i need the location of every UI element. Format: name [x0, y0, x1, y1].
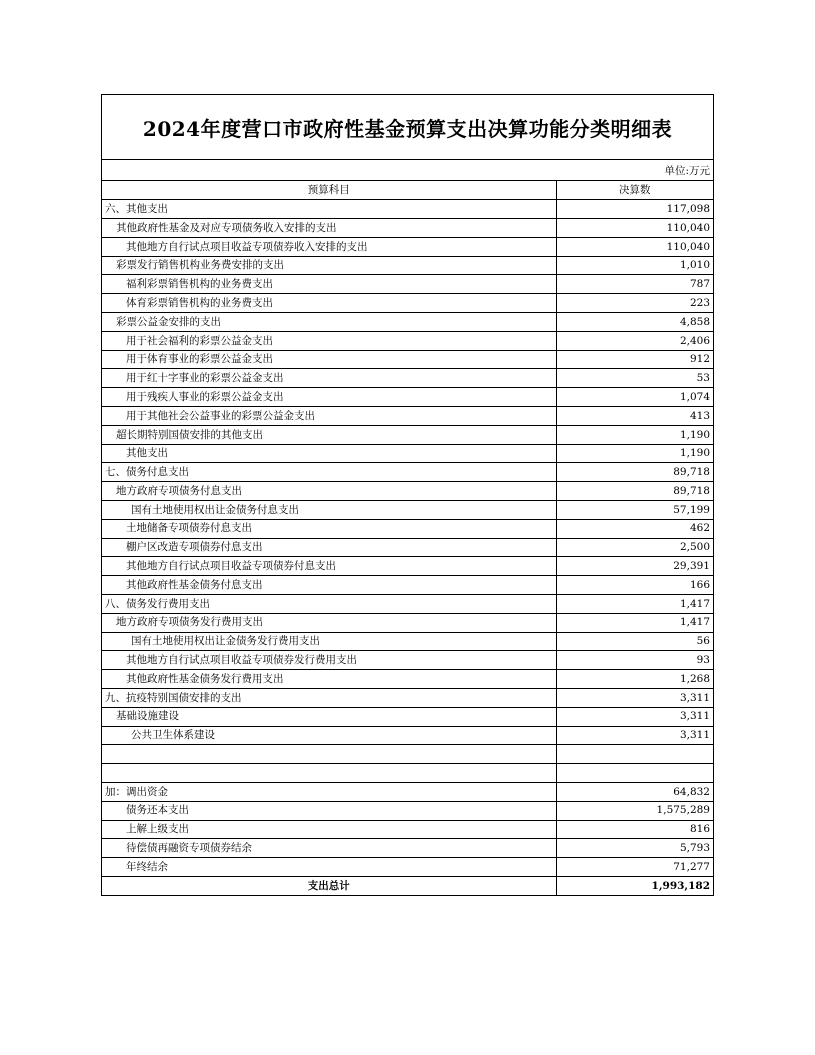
table-row — [102, 294, 713, 313]
row-subject: 用于社会福利的彩票公益金支出 — [102, 331, 556, 350]
table-row — [102, 482, 713, 501]
row-amount: 53 — [556, 369, 713, 388]
row-amount: 3,311 — [556, 707, 713, 726]
table-row — [102, 839, 713, 858]
unit-row — [102, 160, 713, 181]
total-label: 支出总计 — [102, 876, 556, 895]
table-row — [102, 463, 713, 482]
row-subject: 其他支出 — [102, 444, 556, 463]
page-title: 2024年度营口市政府性基金预算支出决算功能分类明细表 — [142, 116, 673, 141]
row-subject: 待偿债再融资专项债券结余 — [102, 839, 556, 858]
row-amount: 3,311 — [556, 689, 713, 708]
table-row — [102, 331, 713, 350]
table-row — [102, 388, 713, 407]
row-subject: 地方政府专项债务付息支出 — [102, 482, 556, 501]
table-row — [102, 726, 713, 745]
row-subject: 地方政府专项债务发行费用支出 — [102, 613, 556, 632]
table-row — [102, 670, 713, 689]
table-row — [102, 501, 713, 520]
row-amount: 166 — [556, 576, 713, 595]
row-amount: 1,010 — [556, 256, 713, 275]
row-amount: 4,858 — [556, 313, 713, 332]
row-subject: 六、其他支出 — [102, 200, 556, 219]
row-amount: 56 — [556, 632, 713, 651]
row-amount: 2,500 — [556, 538, 713, 557]
row-amount: 89,718 — [556, 482, 713, 501]
row-subject: 彩票公益金安排的支出 — [102, 313, 556, 332]
row-amount: 1,190 — [556, 444, 713, 463]
row-amount: 223 — [556, 294, 713, 313]
row-amount: 1,417 — [556, 613, 713, 632]
table-row — [102, 613, 713, 632]
row-subject: 国有土地使用权出让金债务付息支出 — [102, 501, 556, 520]
row-subject: 用于体育事业的彩票公益金支出 — [102, 350, 556, 369]
title-box — [102, 95, 713, 160]
table-row — [102, 651, 713, 670]
row-amount: 3,311 — [556, 726, 713, 745]
row-amount: 57,199 — [556, 501, 713, 520]
row-amount: 1,417 — [556, 595, 713, 614]
row-subject: 用于红十字事业的彩票公益金支出 — [102, 369, 556, 388]
row-subject: 七、债务付息支出 — [102, 463, 556, 482]
row-amount — [556, 745, 713, 764]
row-subject: 其他地方自行试点项目收益专项债券发行费用支出 — [102, 651, 556, 670]
row-amount: 71,277 — [556, 858, 713, 877]
row-subject: 福利彩票销售机构的业务费支出 — [102, 275, 556, 294]
row-amount: 816 — [556, 820, 713, 839]
table-row — [102, 745, 713, 764]
table-row — [102, 820, 713, 839]
header-amount: 决算数 — [556, 181, 713, 200]
table-header-row — [102, 181, 713, 200]
table-row — [102, 219, 713, 238]
table-row — [102, 444, 713, 463]
row-amount: 1,268 — [556, 670, 713, 689]
table-row — [102, 425, 713, 444]
row-amount: 1,074 — [556, 388, 713, 407]
row-subject: 用于其他社会公益事业的彩票公益金支出 — [102, 407, 556, 426]
table-row — [102, 595, 713, 614]
total-amount: 1,993,182 — [651, 879, 710, 892]
table-row — [102, 275, 713, 294]
table-row — [102, 256, 713, 275]
header-subject: 预算科目 — [102, 181, 556, 200]
budget-table-sheet — [101, 94, 714, 896]
table-row — [102, 313, 713, 332]
row-subject: 其他政府性基金债务发行费用支出 — [102, 670, 556, 689]
row-amount: 89,718 — [556, 463, 713, 482]
row-subject: 其他政府性基金债务付息支出 — [102, 576, 556, 595]
row-subject: 棚户区改造专项债券付息支出 — [102, 538, 556, 557]
table-row — [102, 858, 713, 877]
table-row — [102, 369, 713, 388]
row-subject: 体育彩票销售机构的业务费支出 — [102, 294, 556, 313]
row-amount: 912 — [556, 350, 713, 369]
table-row — [102, 632, 713, 651]
row-subject: 超长期特别国债安排的其他支出 — [102, 425, 556, 444]
row-subject: 土地储备专项债券付息支出 — [102, 519, 556, 538]
row-subject: 年终结余 — [102, 858, 556, 877]
row-subject — [102, 745, 556, 764]
row-amount: 1,575,289 — [556, 801, 713, 820]
row-subject: 基础设施建设 — [102, 707, 556, 726]
table-row — [102, 519, 713, 538]
table-row — [102, 200, 713, 219]
row-amount: 2,406 — [556, 331, 713, 350]
row-subject: 八、债务发行费用支出 — [102, 595, 556, 614]
row-subject: 其他政府性基金及对应专项债务收入安排的支出 — [102, 219, 556, 238]
row-subject: 九、抗疫特别国债安排的支出 — [102, 689, 556, 708]
row-amount: 5,793 — [556, 839, 713, 858]
table-row — [102, 764, 713, 783]
table-row — [102, 538, 713, 557]
row-subject: 国有土地使用权出让金债务发行费用支出 — [102, 632, 556, 651]
row-amount: 110,040 — [556, 237, 713, 256]
row-subject: 用于残疾人事业的彩票公益金支出 — [102, 388, 556, 407]
row-subject: 其他地方自行试点项目收益专项债券付息支出 — [102, 557, 556, 576]
total-row — [102, 876, 713, 895]
table-row — [102, 350, 713, 369]
table-row — [102, 237, 713, 256]
row-amount: 787 — [556, 275, 713, 294]
row-amount — [556, 764, 713, 783]
row-subject: 上解上级支出 — [102, 820, 556, 839]
row-amount: 1,190 — [556, 425, 713, 444]
table-row — [102, 707, 713, 726]
row-amount: 110,040 — [556, 219, 713, 238]
row-subject: 其他地方自行试点项目收益专项债券收入安排的支出 — [102, 237, 556, 256]
table-row — [102, 407, 713, 426]
row-amount: 29,391 — [556, 557, 713, 576]
table-row — [102, 576, 713, 595]
table-row — [102, 783, 713, 802]
budget-table — [102, 181, 713, 895]
row-subject: 彩票发行销售机构业务费安排的支出 — [102, 256, 556, 275]
row-amount: 462 — [556, 519, 713, 538]
table-row — [102, 557, 713, 576]
table-row — [102, 801, 713, 820]
table-row — [102, 689, 713, 708]
row-subject: 债务还本支出 — [102, 801, 556, 820]
row-amount: 413 — [556, 407, 713, 426]
row-amount: 117,098 — [556, 200, 713, 219]
row-subject: 公共卫生体系建设 — [102, 726, 556, 745]
row-amount: 93 — [556, 651, 713, 670]
row-subject — [102, 764, 556, 783]
row-amount: 64,832 — [556, 783, 713, 802]
row-subject: 加：调出资金 — [102, 783, 556, 802]
unit-label: 单位:万元 — [664, 164, 710, 177]
